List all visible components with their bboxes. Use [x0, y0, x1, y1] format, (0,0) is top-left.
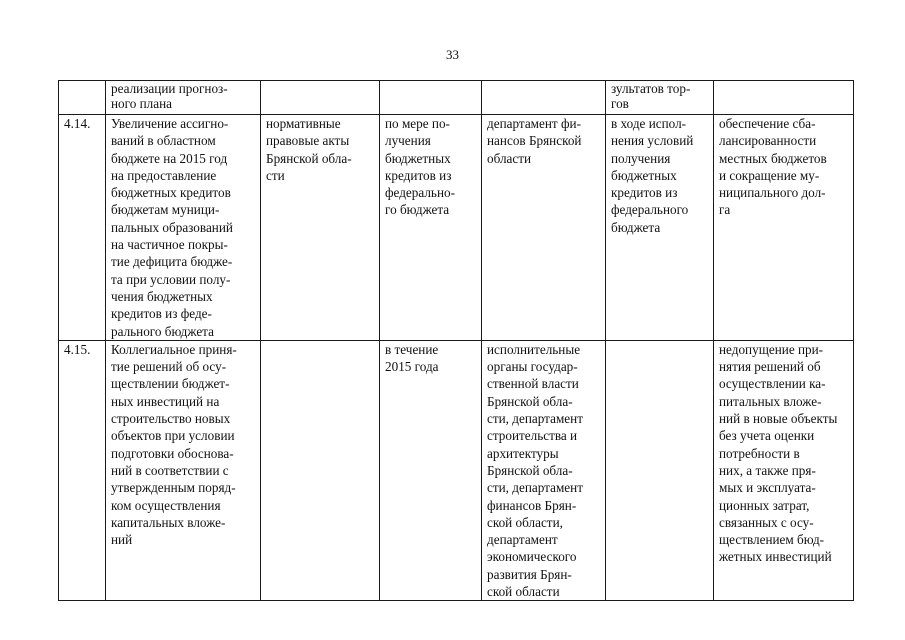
cell-deadline: по мере по- лучения бюджетных кредитов из федерально- го бюджета: [380, 115, 482, 341]
cell-executor: [482, 81, 606, 115]
cell-measure: реализации прогноз- ного плана: [106, 81, 261, 115]
cell-effect: недопущение при- нятия решений об осуществлении ка- питальных вложе- ний в новые объекты без учета оценки потребности в них, а также пря- мых и эксплуата- ционных затрат, связанных с осу- ществлением бюд- жетных инвестиций: [714, 340, 854, 600]
cell-executor: департамент фи- нансов Брянской области: [482, 115, 606, 341]
cell-executor: исполнительные органы государ- ственной власти Брянской обла- сти, департамент строительства и архитектуры Брянской обла- сти, департамент финансов Брян- ской области, департамент экономического развития Брян- ской области: [482, 340, 606, 600]
cell-num: 4.15.: [59, 340, 106, 600]
table-row-4-15: [59, 340, 854, 600]
cell-basis: [261, 81, 380, 115]
cell-deadline: в течение 2015 года: [380, 340, 482, 600]
cell-num: [59, 81, 106, 115]
cell-result: [606, 340, 714, 600]
table-row-continuation: [59, 81, 854, 115]
cell-effect: обеспечение сба- лансированности местных бюджетов и сокращение му- ниципального дол- га: [714, 115, 854, 341]
cell-measure: Коллегиальное приня- тие решений об осу- ществлении бюджет- ных инвестиций на строительство новых объектов при условии подготовки обоснова- ний в соответствии с утвержденным поряд- ком осуществления капитальных вложе- ний: [106, 340, 261, 600]
cell-deadline: [380, 81, 482, 115]
cell-basis: нормативные правовые акты Брянской обла- сти: [261, 115, 380, 341]
table-row-4-14: [59, 115, 854, 341]
cell-effect: [714, 81, 854, 115]
page-number: 33: [446, 47, 459, 62]
measures-table: [58, 80, 854, 601]
cell-measure: Увеличение ассигно- ваний в областном бюджете на 2015 год на предоставление бюджетных кредитов бюджетам муници- пальных образований на частичное покры- тие дефицита бюдже- та при условии полу- чения бюджетных кредитов из феде- рального бюджета: [106, 115, 261, 341]
cell-num: 4.14.: [59, 115, 106, 341]
cell-basis: [261, 340, 380, 600]
cell-result: в ходе испол- нения условий получения бюджетных кредитов из федерального бюджета: [606, 115, 714, 341]
cell-result: зультатов тор- гов: [606, 81, 714, 115]
